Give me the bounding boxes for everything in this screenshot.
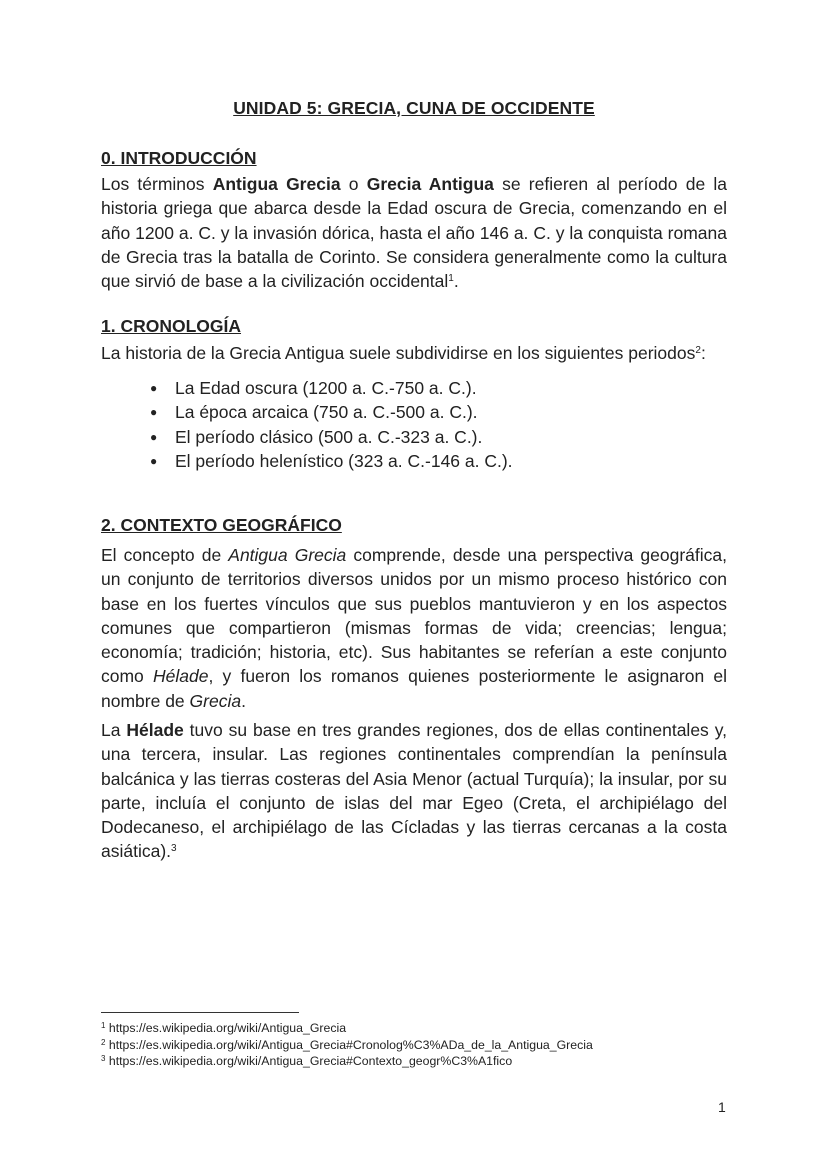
list-item: ● La época arcaica (750 a. C.-500 a. C.). <box>101 400 513 424</box>
list-item: ● La Edad oscura (1200 a. C.-750 a. C.). <box>101 376 513 400</box>
text: se refieren al período de la historia griega que abarca desde la Edad oscura de Grecia, comenzando en el año 1200 a. C. y la invasión dórica, hasta el año 146 a. C. y la conquista romana de Grecia tras la batalla de Corinto. Se considera generalmente como la cultura que sirvió de base a la civilización occidental <box>101 174 727 292</box>
italic-term: Antigua Grecia <box>228 545 347 565</box>
text: . <box>453 271 459 292</box>
text: , y fueron los romanos quienes posteriormente le asignaron el nombre de <box>101 666 728 711</box>
footnote <box>101 1053 593 1070</box>
text: comprende, desde una perspectiva geográfica, un conjunto de territorios diversos unidos por un mismo proceso histórico con base en los fuertes vínculos que sus pueblos mantuvieron y en los aspectos comunes que compartieron (mismas formas de vida; creencias; lengua; economía; tradición; historia, etc). Sus habitantes se referían a este conjunto como <box>101 545 728 687</box>
italic-term: Grecia <box>189 690 242 711</box>
text: Los términos <box>101 174 213 194</box>
text: El concepto de <box>101 545 229 565</box>
page-number: 1 <box>718 1099 726 1115</box>
list-item: ● El período clásico (500 a. C.-323 a. C.). <box>101 425 513 449</box>
text: o <box>340 174 367 194</box>
heading-cronologia: 1. CRONOLOGÍA <box>101 316 242 336</box>
footnote-number: 2 <box>101 1037 106 1047</box>
footnotes <box>101 1020 593 1070</box>
periods-list <box>101 376 513 473</box>
list-item: ● El período helenístico (323 a. C.-146 a. C.). <box>101 449 513 473</box>
footnote-ref-2[interactable]: 2 <box>695 345 701 356</box>
text: La historia de la Grecia Antigua suele subdividirse en los siguientes periodos <box>101 343 696 363</box>
heading-contexto-geografico: 2. CONTEXTO GEOGRÁFICO <box>101 515 342 535</box>
footnote-link[interactable]: https://es.wikipedia.org/wiki/Antigua_Grecia <box>108 1021 347 1035</box>
footnote-link[interactable]: https://es.wikipedia.org/wiki/Antigua_Grecia#Cronolog%C3%ADa_de_la_Antigua_Grecia <box>108 1037 593 1052</box>
text: tuvo su base en tres grandes regiones, dos de ellas continentales y, una tercera, insular. Las regiones continentales comprendían la península balcánica y las tierras costeras del Asia Menor (actual Turquía); la insular, por su parte, incluía el conjunto de islas del mar Egeo (Creta, el archipiélago del Dodecaneso, el archipiélago de las Cícladas y las tierras cercanas a la costa asiática). <box>101 720 728 862</box>
bold-term: Grecia Antigua <box>366 174 494 194</box>
text: La <box>101 720 127 740</box>
footnote-number: 1 <box>101 1021 106 1030</box>
paragraph-introduccion <box>101 172 727 293</box>
bold-term: Hélade <box>126 720 184 740</box>
heading-introduccion: 0. INTRODUCCIÓN <box>101 148 257 168</box>
footnote <box>101 1037 593 1054</box>
paragraph-geografico-1 <box>101 543 727 713</box>
footnote-number: 3 <box>101 1054 106 1063</box>
footnote-link[interactable]: https://es.wikipedia.org/wiki/Antigua_Grecia#Contexto_geogr%C3%A1fico <box>108 1054 513 1068</box>
footnote-separator <box>101 1012 299 1013</box>
italic-term: Hélade <box>153 666 209 687</box>
text: . <box>241 690 246 711</box>
text: : <box>700 343 706 363</box>
footnote <box>101 1020 593 1037</box>
bold-term: Antigua Grecia <box>212 174 341 194</box>
footnote-ref-1[interactable]: 1 <box>448 273 454 285</box>
footnote-ref-3[interactable]: 3 <box>171 843 177 855</box>
document-title: UNIDAD 5: GRECIA, CUNA DE OCCIDENTE <box>233 98 595 118</box>
paragraph-cronologia-intro <box>101 341 741 365</box>
paragraph-geografico-2 <box>101 718 727 864</box>
